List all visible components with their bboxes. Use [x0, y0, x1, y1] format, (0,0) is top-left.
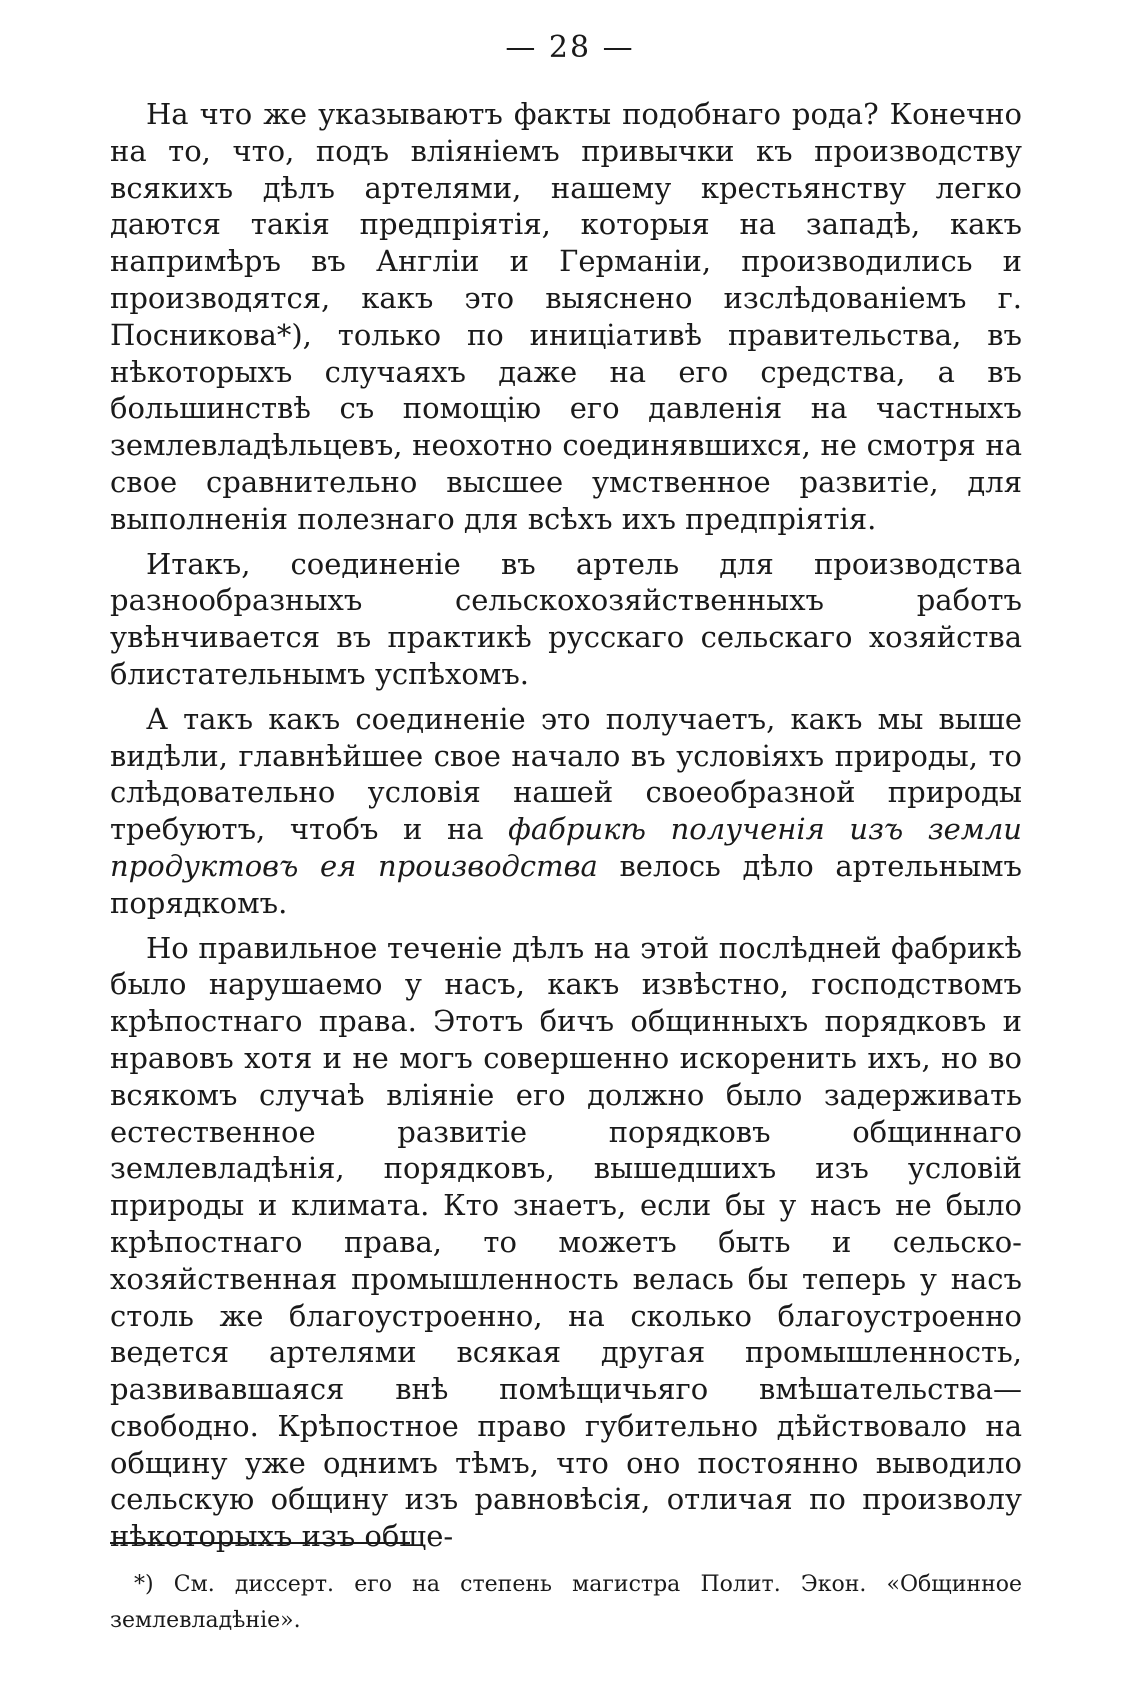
paragraph-3-text-after: велось дѣло артельнымъ порядкомъ. — [110, 848, 1023, 920]
paragraph-3 — [110, 701, 1022, 922]
paragraph-1: На что же указываютъ факты подобнаго рода? Конечно на то, что, подъ вліяніемъ привычки къ производству всякихъ дѣлъ артелями, нашему крестьянству легко даются такія предпріятія, которыя на западѣ, какъ напримѣръ въ Англіи и Германіи, производились и производятся, какъ это выяснено изслѣдованіемъ г. Посникова*), только по иниціативѣ правительства, въ нѣкоторыхъ случаяхъ даже на его средства, а въ большинствѣ съ помощію его давленія на частныхъ землевладѣльцевъ, неохотно соединявшихся, не смотря на свое сравнительно высшее умственное развитіе, для выполненія полезнаго для всѣхъ ихъ предпріятія. — [110, 97, 1022, 536]
paragraph-3-text-before: А такъ какъ соединеніе это получаетъ, какъ мы выше видѣли, главнѣйшее свое начало въ условіяхъ природы, то слѣдовательно условія нашей своеобразной природы требуютъ, чтобъ и на — [110, 701, 1022, 847]
footnote-separator — [110, 1542, 410, 1544]
paragraph-4: Но правильное теченіе дѣлъ на этой послѣдней фабрикѣ было нарушаемо у насъ, какъ извѣстно, господствомъ крѣпостнаго права. Этотъ бичъ общинныхъ порядковъ и нравовъ хотя и не могъ совершенно искоренить ихъ, но во всякомъ случаѣ вліяніе его должно было задерживать естественное развитіе порядковъ общиннаго землевладѣнія, порядковъ, вышедшихъ изъ условій природы и климата. Кто знаетъ, если бы у насъ не было крѣпостнаго права, то можетъ быть и сельско-хозяйственная промышленность велась бы теперь у насъ столь же благоустроенно, на сколько благоустроенно ведется артелями всякая другая промышленность, развивавшаяся внѣ помѣщичьяго вмѣшательства—свободно. Крѣпостное право губительно дѣйствовало на общину уже однимъ тѣмъ, что оно постоянно выводило сельскую общину изъ равновѣсія, отличая по произволу нѣкоторыхъ изъ обще- — [110, 930, 1022, 1554]
paragraph-2: Итакъ, соединеніе въ артель для производства разнообразныхъ сельскохозяйственныхъ работъ увѣнчивается въ практикѣ русскаго сельскаго хозяйства блистательнымъ успѣхомъ. — [110, 546, 1022, 691]
page-number: — 28 — — [505, 30, 635, 65]
body-text — [110, 96, 1022, 1555]
emphasized-phrase: фабрикѣ полученія изъ земли продуктовъ ея производства — [110, 812, 1022, 883]
footnote: *) См. диссерт. его на степень магистра Полит. Экон. «Общинное землевладѣніе». — [110, 1572, 1022, 1633]
